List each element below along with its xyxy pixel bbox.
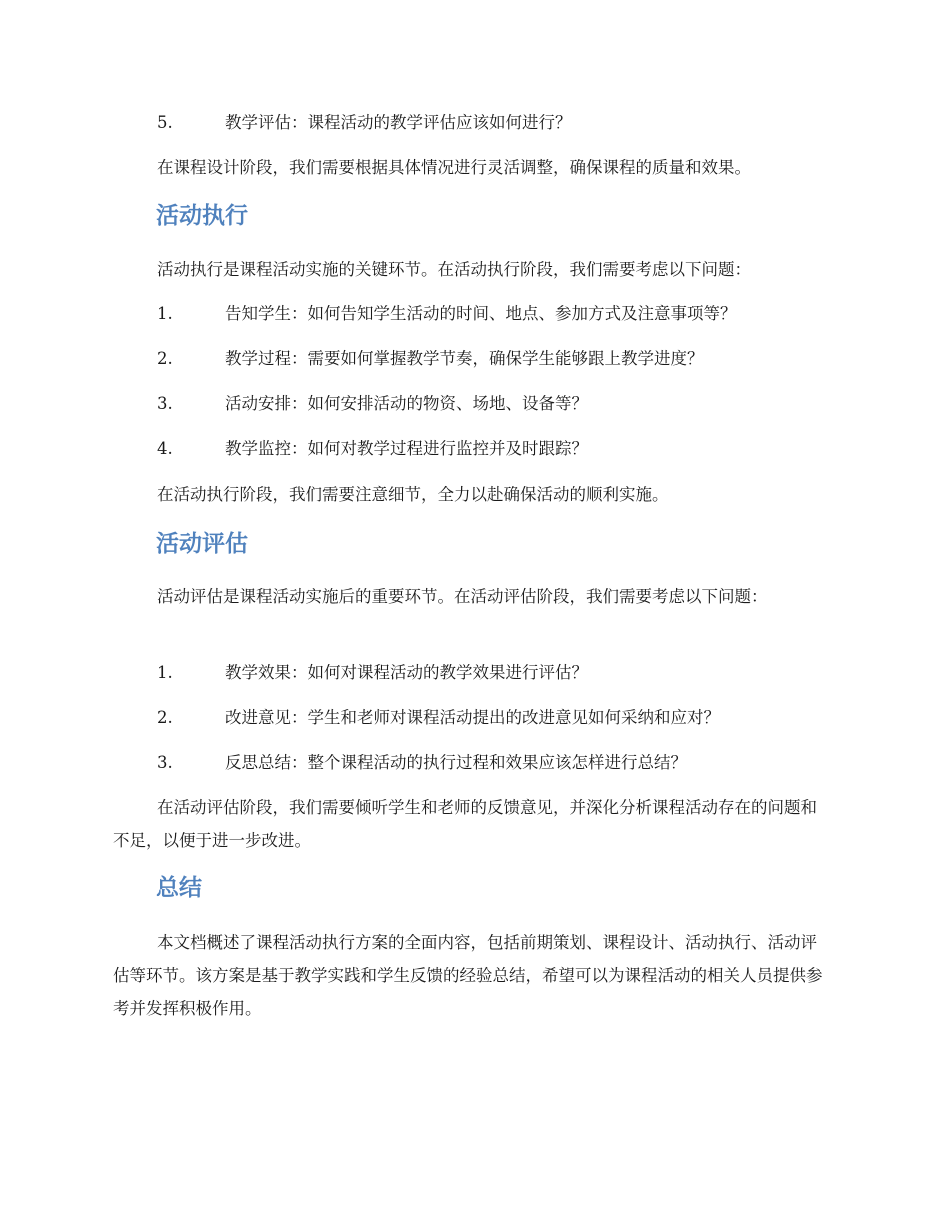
list-item-number: 3.	[157, 394, 173, 413]
paragraph-execution-summary: 在活动执行阶段，我们需要注意细节，全力以赴确保活动的顺利实施。	[157, 485, 669, 504]
list-item-text: 教学过程：需要如何掌握教学节奏，确保学生能够跟上教学进度？	[225, 349, 704, 368]
heading-activity-evaluation: 活动评估	[156, 531, 248, 557]
list-item-text: 教学效果：如何对课程活动的教学效果进行评估？	[225, 663, 588, 682]
list-item	[157, 751, 857, 775]
paragraph-evaluation-intro: 活动评估是课程活动实施后的重要环节。在活动评估阶段，我们需要考虑以下问题：	[157, 587, 768, 606]
heading-conclusion: 总结	[156, 875, 202, 901]
list-item	[157, 706, 857, 730]
list-item-text: 教学监控：如何对教学过程进行监控并及时跟踪？	[225, 439, 588, 458]
list-item	[157, 437, 857, 461]
list-item-number: 2.	[157, 708, 173, 727]
list-item	[157, 111, 857, 135]
list-item-text: 告知学生：如何告知学生活动的时间、地点、参加方式及注意事项等？	[225, 304, 737, 323]
heading-activity-execution: 活动执行	[156, 203, 248, 229]
paragraph-evaluation-summary: 在活动评估阶段，我们需要倾听学生和老师的反馈意见，并深化分析课程活动存在的问题和不足，以便于进一步改进。	[113, 798, 817, 850]
list-item-number: 1.	[157, 663, 173, 682]
list-item-number: 3.	[157, 753, 173, 772]
paragraph-conclusion: 本文档概述了课程活动执行方案的全面内容，包括前期策划、课程设计、活动执行、活动评估等环节。该方案是基于教学实践和学生反馈的经验总结，希望可以为课程活动的相关人员提供参考并发挥积极作用。	[113, 933, 823, 1018]
paragraph-execution-intro: 活动执行是课程活动实施的关键环节。在活动执行阶段，我们需要考虑以下问题：	[157, 260, 751, 279]
list-item	[157, 661, 857, 685]
list-item-number: 2.	[157, 349, 173, 368]
paragraph-design-summary: 在课程设计阶段，我们需要根据具体情况进行灵活调整，确保课程的质量和效果。	[157, 158, 751, 177]
list-item	[157, 347, 857, 371]
list-item-text: 反思总结：整个课程活动的执行过程和效果应该怎样进行总结？	[225, 753, 687, 772]
list-item-number: 5.	[157, 113, 173, 132]
list-item-text: 活动安排：如何安排活动的物资、场地、设备等？	[225, 394, 588, 413]
list-item-text: 教学评估：课程活动的教学评估应该如何进行？	[225, 113, 572, 132]
list-item	[157, 392, 857, 416]
list-item-number: 1.	[157, 304, 173, 323]
list-item-text: 改进意见：学生和老师对课程活动提出的改进意见如何采纳和应对？	[225, 708, 720, 727]
list-item-number: 4.	[157, 439, 173, 458]
list-item	[157, 302, 857, 326]
